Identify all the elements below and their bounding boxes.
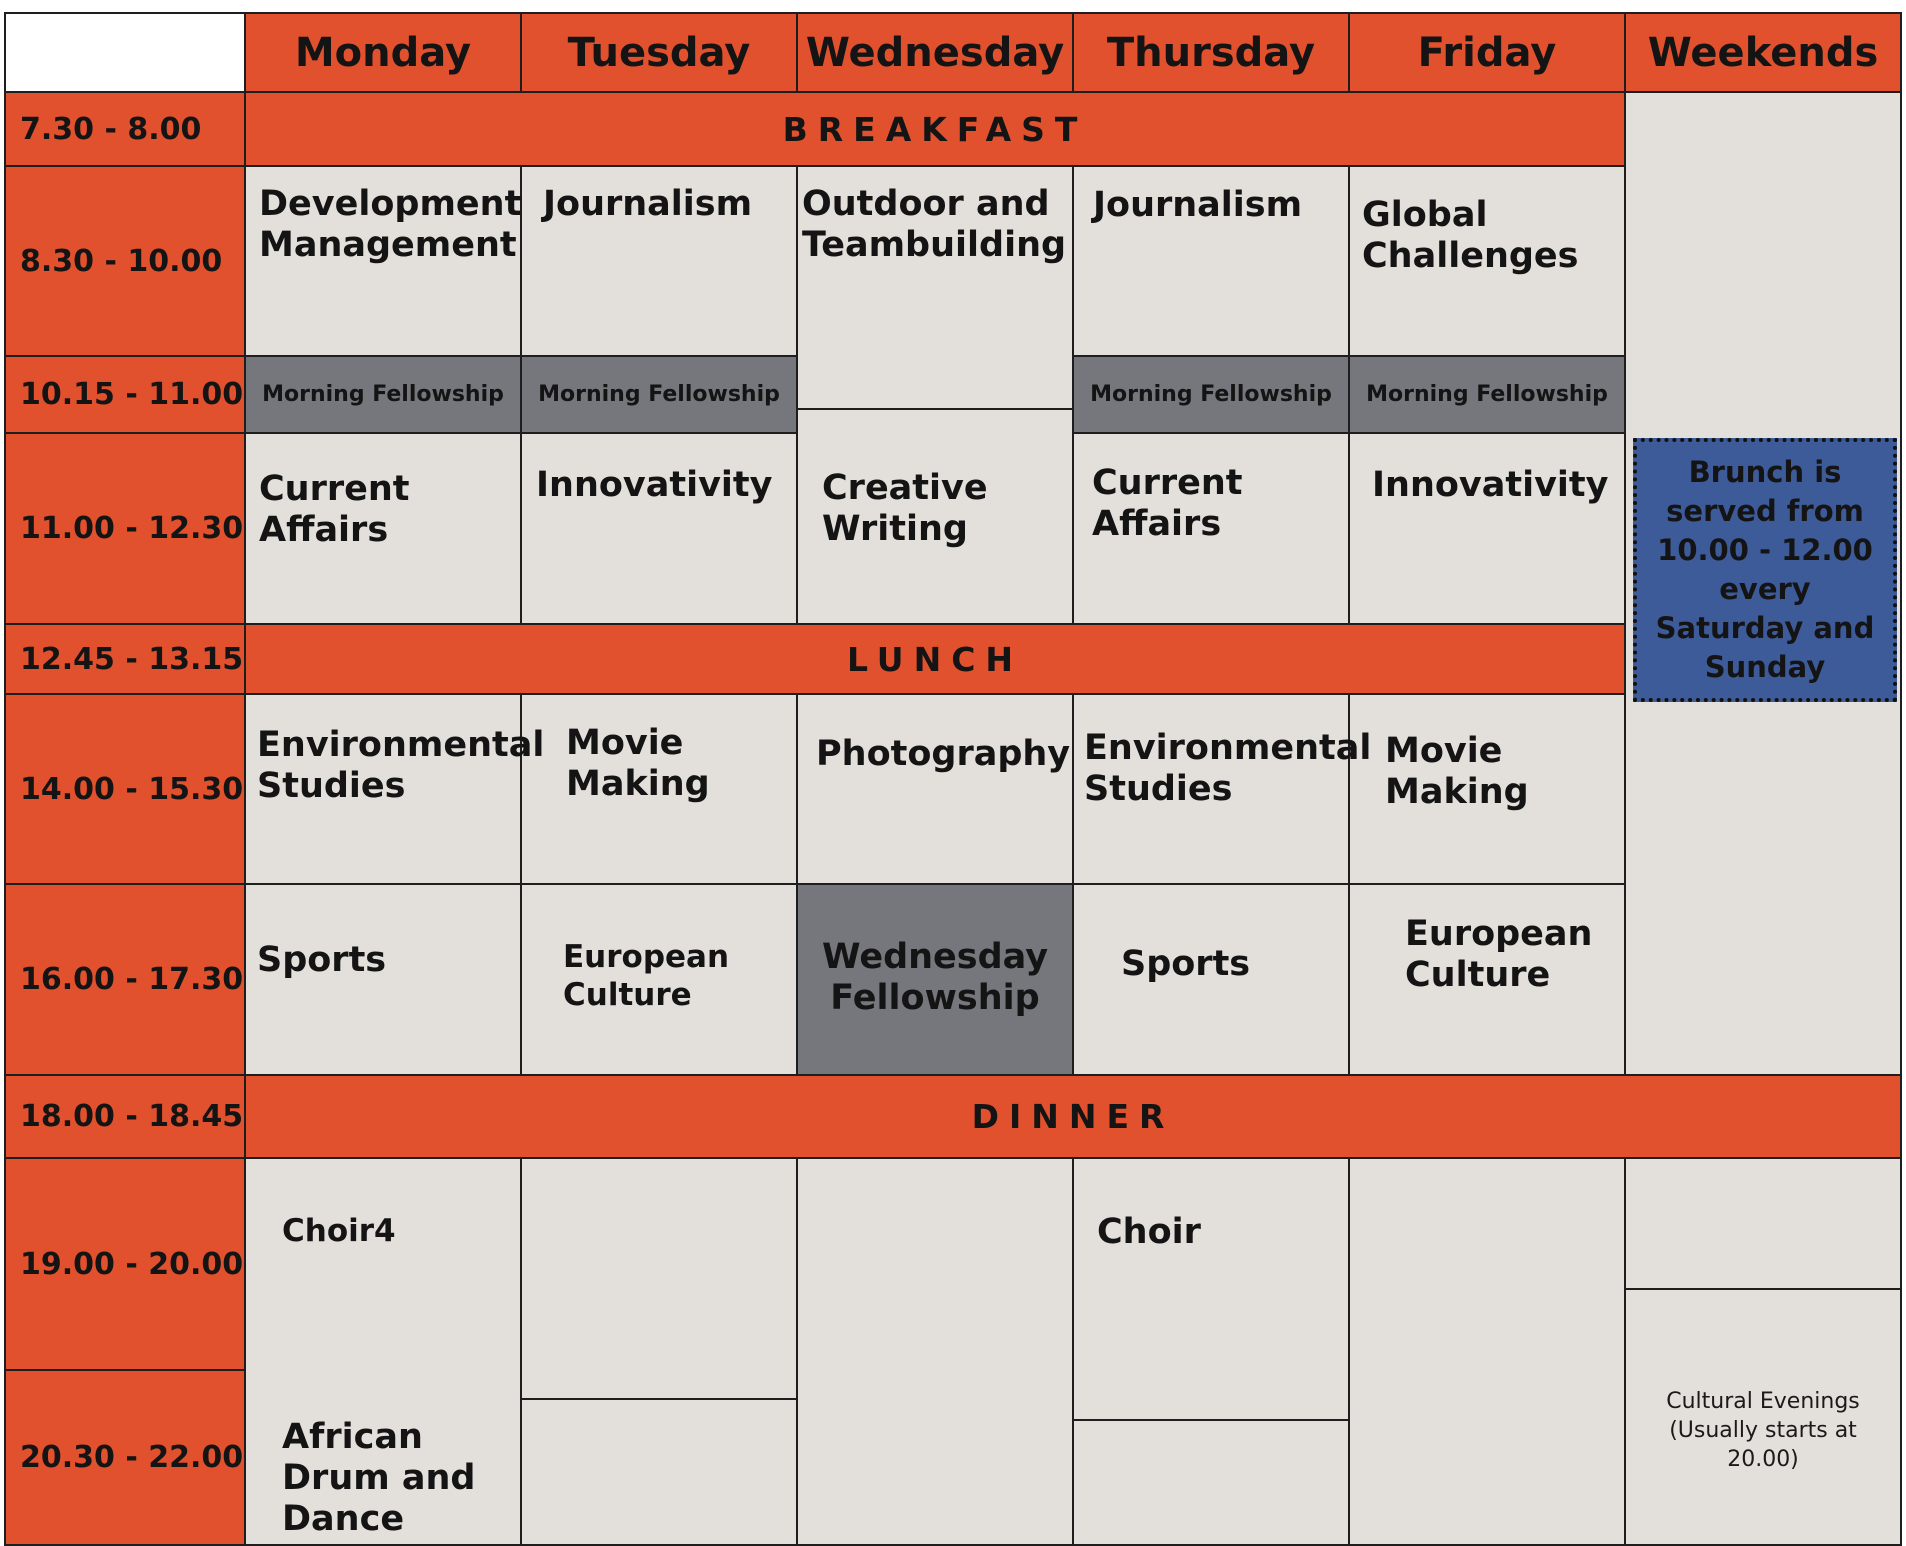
time-slot-1800: 18.00 - 18.45 (4, 1074, 246, 1159)
morning-fellowship-monday: Morning Fellowship (244, 355, 522, 434)
session-cell (796, 693, 1074, 885)
session-european-culture-friday: European Culture (1405, 914, 1593, 995)
breakfast-band: BREAKFAST (244, 91, 1626, 167)
session-global-challenges: Global Challenges (1362, 195, 1579, 276)
corner-cell (4, 12, 246, 93)
session-choir-thursday: Choir (1097, 1212, 1201, 1252)
dinner-band: DINNER (244, 1074, 1902, 1159)
time-slot-1100: 11.00 - 12.30 (4, 432, 246, 625)
day-header-friday: Friday (1348, 12, 1626, 93)
day-header-tuesday: Tuesday (520, 12, 798, 93)
evening-block-thursday-late (1072, 1419, 1350, 1546)
time-slot-1015: 10.15 - 11.00 (4, 355, 246, 434)
session-development-management: Development Management (259, 184, 522, 265)
brunch-note-text: Brunch is served from 10.00 - 12.00 every Saturday and Sunday (1655, 455, 1875, 684)
session-cell (520, 432, 798, 625)
cultural-evenings-note: Cultural Evenings (Usually starts at 20.00) (1666, 1389, 1860, 1472)
time-slot-1600: 16.00 - 17.30 (4, 883, 246, 1076)
session-journalism-thursday: Journalism (1093, 185, 1303, 225)
session-movie-making-tuesday: Movie Making (566, 723, 710, 804)
session-current-affairs-thursday: Current Affairs (1092, 463, 1243, 544)
day-header-weekends: Weekends (1624, 12, 1902, 93)
time-slot-1900: 19.00 - 20.00 (4, 1157, 246, 1371)
time-slot-2030: 20.30 - 22.00 (4, 1369, 246, 1546)
time-slot-1400: 14.00 - 15.30 (4, 693, 246, 885)
evening-block-tuesday-early (520, 1157, 798, 1400)
morning-fellowship-thursday: Morning Fellowship (1072, 355, 1350, 434)
time-slot-0830: 8.30 - 10.00 (4, 165, 246, 357)
session-creative-writing: Creative Writing (822, 468, 988, 549)
session-cell (1348, 432, 1626, 625)
session-sports-thursday: Sports (1121, 944, 1251, 984)
session-sports-monday: Sports (257, 940, 387, 980)
session-wednesday-fellowship: Wednesday Fellowship (821, 937, 1049, 1018)
session-environmental-studies-monday: Environmental Studies (257, 725, 545, 806)
time-slot-1245: 12.45 - 13.15 (4, 623, 246, 695)
session-choir-monday: Choir4 (282, 1213, 396, 1249)
session-innovativity-friday: Innovativity (1372, 465, 1609, 505)
evening-block-thursday-early (1072, 1157, 1350, 1421)
weekend-evening-free (1624, 1157, 1902, 1290)
session-innovativity-tuesday: Innovativity (536, 465, 773, 505)
evening-block-friday (1348, 1157, 1626, 1546)
morning-fellowship-tuesday: Morning Fellowship (520, 355, 798, 434)
lunch-band: LUNCH (244, 623, 1626, 695)
evening-block-wednesday (796, 1157, 1074, 1546)
session-environmental-studies-thursday: Environmental Studies (1084, 728, 1372, 809)
session-european-culture-tuesday: European Culture (563, 939, 730, 1013)
session-current-affairs-monday: Current Affairs (259, 469, 410, 550)
session-movie-making-friday: Movie Making (1385, 731, 1529, 812)
session-outdoor-teambuilding: Outdoor and Teambuilding (802, 184, 1067, 265)
evening-block-tuesday-late (520, 1398, 798, 1546)
session-journalism-tuesday: Journalism (543, 184, 753, 224)
session-african-drum-dance: African Drum and Dance (282, 1417, 476, 1539)
day-header-thursday: Thursday (1072, 12, 1350, 93)
time-slot-0730: 7.30 - 8.00 (4, 91, 246, 167)
day-header-monday: Monday (244, 12, 522, 93)
morning-fellowship-friday: Morning Fellowship (1348, 355, 1626, 434)
day-header-wednesday: Wednesday (796, 12, 1074, 93)
weekend-brunch-note (1633, 438, 1897, 702)
session-photography: Photography (816, 734, 1071, 774)
